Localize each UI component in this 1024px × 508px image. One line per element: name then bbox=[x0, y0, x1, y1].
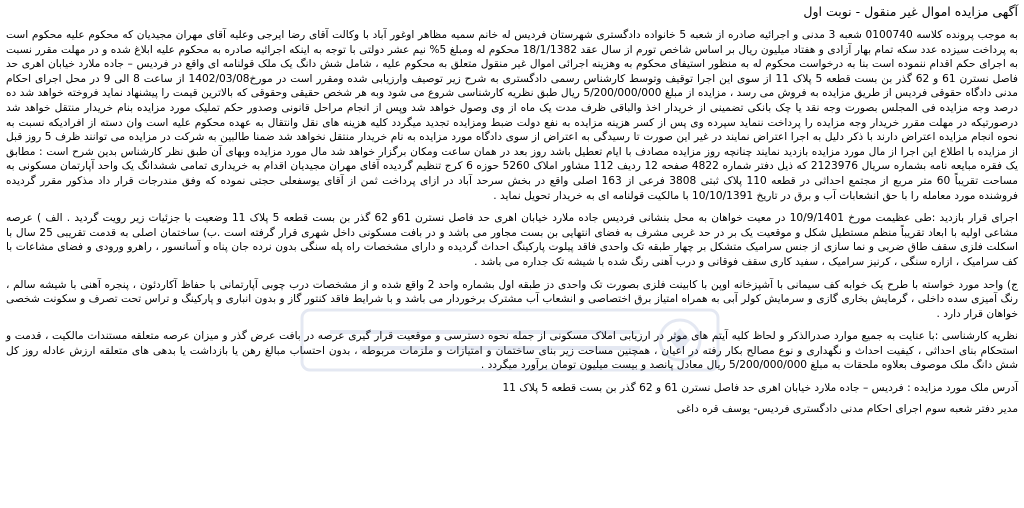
paragraph-main: به موجب پرونده کلاسه 0100740 شعبه 3 مدنی و اجرائیه صادره از شعبه 5 خانواده دادگستری شهرستان فردیس له خانم سمیه مظاهر اوغور آباد با وکالت آقای رضا ایرجی وعلیه آقای مهران مجیدیان که محکوم علیه محکوم است به پرداخت سیزده عدد سکه تمام بهار آزادی و هفتاد میلیون ریال بر اساس شاخص تورم از سال عقد 18/1/1382 محکوم له ومبلغ 5% نیم عشر دولتی با توجه به اینکه اجرائیه صادره به محکوم علیه ابلاغ شده و در مهلت مقرر نسبت به اجرای حکم اقدام ننموده است بنا به درخواست محکوم له به منظور استیفای محکوم به وهزینه اجرائی اموال غیر منقول متعلق به محکوم علیه ، شامل شش دانگ یک ملک قولنامه ای واقع در فردیس – جاده ملارد خیابان اهری حد فاصل نسترن 61 و 62 گذر بن بست قطعه 5 پلاک 11 از سوی این اجرا توقیف وتوسط کارشناس رسمی دادگستری به شرح زیر توصیف وارزیابی شده ومقرر است در مورخ1402/03/08 از ساعت 8 الی 9 در محل اجرای احکام مدنی دادگاه حقوقی فردیس از طریق مزایده به فروش می رسد ، مزایده از مبلغ 5/200/000/000 ریال طبق نظریه کارشناسی شروع می شود وبه هر شخص حقیقی وحقوقی که بالاترین قیمت را پیشنهاد نماید فروخته خواهد شد ده درصد وجه مزایده فی المجلس بصورت وجه نقد یا چک بانکی تضمینی از خریدار اخذ والباقی ظرف مدت یک ماه از وی وصول خواهد شد وپس از انجام مراحل قانونی وصدور حکم تملیک مورد مزایده بنام خریدار منتقل خواهد شد درصورتیکه در مهلت مقرر خریدار وجه مزایده را پرداخت ننماید سپرده وی پس از کسر هزینه مزایده به نفع دولت ضبط ومزایده تجدید میگردد کلیه هزینه های نقل وانتقال به عهده محکوم علیه است وان دسته از افرادیکه نسبت به نحوه انجام مزایده اعتراض دارند با ذکر دلیل به اجرا اعتراض نمایند در غیر این صورت تا رسیدگی به اعتراض از سوی دادگاه مورد مزایده به نام خریدار منتقل نخواهد شد ضمنا طالبین به شرکت در مزایده می توانند ظرف 5 روز قبل از مزایده با اطلاع این اجرا از مال مورد مزایده بازدید نمایند چنانچه روز مزایده مصادف با ایام تعطیل باشد روز بعد در همان ساعت ومکان برگزار خواهد شد مال مورد مزایده وبهای آن طبق نظر کارشناس بدین شرح است : مطابق یک فقره مبایعه نامه بشماره سریال 2123976 که ذیل دفتر شماره 4822 صفحه 12 ردیف 112 مشاور املاک 5260 حوزه 6 کرج تنظیم گردیده آقای مهران مجیدیان اقدام به خریداری تمامی ششدانگ یک واحد آپارتمان مسکونی به مساحت تقریباً 60 متر مربع از مجتمع احداثی در قطعه 110 پلاک ثبتی 3808 فرعی از 163 اصلی واقع در بخش سرحد آباد در ازای پرداخت ثمن از آقای یوسفعلی حجتی نموده که وفق مندرجات قرار داد مذکور مقرر گردیده فروشنده مورد معامله را با حق انشعابات آب و برق در تاریخ 10/10/1391 با مالکیت قولنامه ای به خریدار تحویل نماید . bbox=[6, 29, 1019, 202]
document bbox=[4, 4, 1020, 504]
paragraph-unit-details: ج) واحد مورد خواسته با طرح یک خوابه کف سیمانی با آشپزخانه اوپن با کابینت فلزی بصورت تک واحدی دز طبقه اول بشماره واحد 2 واقع شده و از مشخصات درب چوبی آپارتمانی با حفاظ آکاردئون ، پنجره آهنی با شیشه سالم ، رنگ آمیزی سده داخلی ، گرمایش بخاری گازی و سرمایش کولر آبی به همراه امتیاز برق اختصاصی و انشعاب آب مشترک برخوردار می باشد و با شرایط فاقد کنتور گاز و بدون انباری و پارکینگ و تراس تحت تصرف و سکونت شخصی خواهان قرار دارد . bbox=[6, 278, 1018, 320]
paragraph-expert-opinion: نظریه کارشناسی :با عنایت به جمیع موارد صدرالذکر و لحاظ کلیه آیتم های موثر در ارزیابی املاک مسکونی از جمله نحوه دسترسی و موقعیت قرار گیری عرصه در بافت عرض گذر و میزان عرصه متعلقه مستندات مالکیت ، قدمت و استحکام بنای احداثی ، کیفیت احداث و نگهداری و نوع مصالح بکار رفته در اعیان ، همچنین مساحت زیر بنای ساختمان و امتیازات و ملزمات مربوطه ، بدون احتساب مبالغ رهن یا بازداشت یا بدهی های متعلقه ارزش عادله روز کل شش دانگ ملک موصوف بعلاوه ملحقات به مبلغ 5/200/000/000 ریال معادل پانصد و بیست میلیون تومان برآورد میگردد . bbox=[6, 330, 1018, 372]
property-address: آدرس ملک مورد مزایده : فردیس – جاده ملارد خیابان اهری حد فاصل نسترن 61 و 62 گذر بن بست قطعه 5 پلاک 11 bbox=[502, 382, 1018, 395]
document-title: آگهی مزایده اموال غیر منقول - نوبت اول bbox=[803, 4, 1018, 19]
signature-line: مدیر دفتر شعبه سوم اجرای احکام مدنی دادگستری فردیس- یوسف قره داغی bbox=[676, 402, 1018, 415]
paragraph-inspection: اجرای قرار بازدید :طی عظیمت مورخ 10/9/1401 در معیت خواهان به محل بنشانی فردیس جاده ملارد خیابان اهری حد فاصل نسترن 61و 62 گذر بن بست قطعه 5 پلاک 11 وضعیت با جزئیات زیر رویت گردید . الف ) عرصه مشاعی اولیه با ابعاد تقریباً منظم مستطیل شکل و موقعیت یک بر در حد غربی مشرف به فضای انتهایی بن بست مجاور می باشد و در بافت مسکونی داخل شهری قرار گرفته است .ب) ساختمان اصلی به قدمت تقریبی 25 سال با اسکلت فلزی سقف طاق ضربی و نما سازی از جنس سرامیک متشکل بر چهار طبقه تک واحدی فاقد پیلوت پارکینگ احداث گردیده و دارای مشخصات راه پله سنگی بدون نرده جان پناه و آسانسور ، راهرو ورودی و فضای مشاعات با کف سرامیک ، ازاره سنگی ، کرنیز سرامیک ، سفید کاری سقف فوقانی و درب آهنی رنگ شده با شیشه تک جداره می باشد . bbox=[6, 212, 1019, 268]
